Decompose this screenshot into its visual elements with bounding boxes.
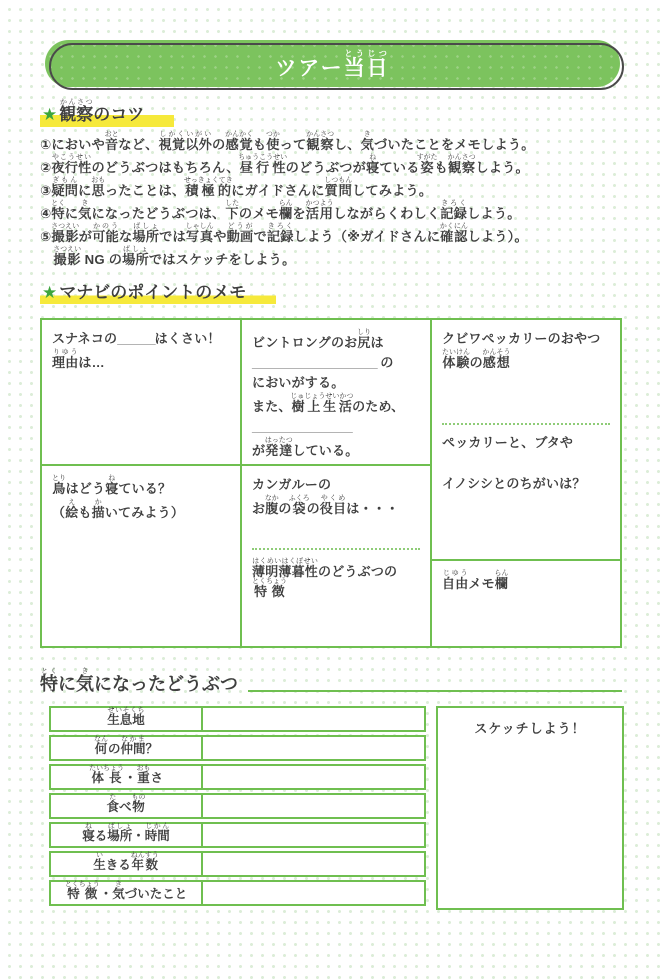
row-value-field[interactable] bbox=[203, 708, 424, 730]
memo-cell[interactable] bbox=[430, 318, 622, 561]
featured-animal-section bbox=[40, 668, 665, 910]
table-row bbox=[49, 793, 426, 819]
row-label: 何なん の 仲間なかま ？ bbox=[51, 737, 203, 759]
memo-points-section bbox=[40, 284, 665, 649]
featured-body bbox=[40, 706, 665, 910]
memo-column bbox=[430, 318, 622, 648]
memo-line: イノシシとのちがいは？ bbox=[442, 476, 586, 492]
memo-line: 体験たいけんの感想かんそう bbox=[442, 349, 511, 371]
memo-column bbox=[40, 318, 242, 648]
memo-line: ビントロングのお尻しりは bbox=[252, 329, 384, 351]
row-label: 体長たいちょう ・ 重おも さ bbox=[51, 766, 203, 788]
heading-underline bbox=[248, 690, 622, 692]
memo-line: が発達はったつしている。 bbox=[252, 437, 359, 459]
table-row bbox=[49, 764, 426, 790]
memo-line: 鳥とりはどう寝ねている？ bbox=[52, 475, 172, 497]
sketch-label: スケッチしよう！ bbox=[474, 721, 586, 737]
row-value-field[interactable] bbox=[203, 766, 424, 788]
memo-line: 薄明薄暮性はくめいはくぼせいのどうぶつの特徴とくちょう bbox=[252, 558, 398, 600]
memo-cell[interactable] bbox=[40, 318, 242, 466]
star-icon: ★ bbox=[42, 105, 58, 124]
tips-heading-text: 観察かんさつのコツ bbox=[59, 99, 145, 124]
memo-line: ____________________ の bbox=[252, 355, 394, 371]
tips-heading bbox=[40, 99, 174, 127]
worksheet-page bbox=[0, 40, 665, 980]
row-value-field[interactable] bbox=[203, 737, 424, 759]
memo-cell[interactable] bbox=[240, 318, 432, 466]
memo-line: （絵えも描かいてみよう） bbox=[52, 499, 185, 521]
spacer bbox=[252, 519, 420, 540]
row-value-field[interactable] bbox=[203, 853, 424, 875]
spacer bbox=[442, 394, 610, 415]
spacer bbox=[442, 373, 610, 394]
table-row bbox=[49, 735, 426, 761]
dotted-divider bbox=[442, 423, 610, 425]
row-label: 特徴とくちょう ・ 気き づいたこと bbox=[51, 882, 203, 904]
memo-cell[interactable] bbox=[240, 464, 432, 648]
row-value-field[interactable] bbox=[203, 824, 424, 846]
tip-item: ①においや音おとなど、視覚以外しかくいがいの感覚かんかくも使つかって観察かんさつし、気きづいたことをメモしよう。 bbox=[40, 130, 535, 152]
tip-item: ④特とくに気きになったどうぶつは、下したのメモ欄らんを活用かつようしながらくわしく記録きろくしよう。 bbox=[40, 199, 521, 221]
star-icon: ★ bbox=[42, 282, 58, 302]
row-value-field[interactable] bbox=[203, 882, 424, 904]
row-label: 寝ね る 場所ばしょ ・ 時間じかん bbox=[51, 824, 203, 846]
page-title: ツアー当日とうじつ bbox=[275, 48, 390, 80]
table-row bbox=[49, 851, 426, 877]
memo-line: スナネコの______はくさい！ bbox=[52, 331, 221, 347]
spacer bbox=[442, 453, 610, 474]
memo-line: ________________ bbox=[252, 419, 352, 435]
tip-item: ③疑問ぎもんに思おもったことは、積極的せっきょくてきにガイドさんに質問しつもんしてみよう。 bbox=[40, 176, 433, 198]
observation-tips-section bbox=[40, 99, 665, 268]
page-header bbox=[45, 40, 620, 87]
tip-item: ②夜行性やこうせいのどうぶつはもちろん、昼行性ちゅうこうせいのどうぶつが寝ねている姿すがたも観察かんさつしよう。 bbox=[40, 153, 529, 175]
memo-heading bbox=[40, 284, 276, 305]
memo-line: においがする。 bbox=[252, 375, 345, 391]
sketch-box[interactable] bbox=[436, 706, 624, 910]
animal-table bbox=[49, 706, 426, 910]
observation-tips-list bbox=[40, 131, 625, 268]
memo-column bbox=[240, 318, 432, 648]
memo-heading-text: マナビのポイントのメモ bbox=[59, 282, 247, 302]
memo-line: クビワペッカリーのおやつ bbox=[442, 331, 601, 347]
memo-grid bbox=[40, 318, 665, 648]
table-row bbox=[49, 880, 426, 906]
featured-heading: 特とくに気きになったどうぶつ bbox=[40, 668, 238, 695]
row-label: 食た べ 物もの bbox=[51, 795, 203, 817]
tip-item: 撮影さつえい NG の場所ばしょではスケッチをしよう。 bbox=[53, 245, 296, 267]
dotted-divider bbox=[252, 548, 420, 550]
table-row bbox=[49, 822, 426, 848]
memo-line: 理由りゆうは… bbox=[52, 349, 105, 371]
memo-cell[interactable] bbox=[430, 559, 622, 648]
featured-heading-row bbox=[40, 668, 622, 695]
row-label: 生い きる 年数ねんすう bbox=[51, 853, 203, 875]
memo-cell[interactable] bbox=[40, 464, 242, 648]
memo-line: 自由じゆうメモ欄らん bbox=[442, 570, 509, 592]
memo-line: カンガルーの bbox=[252, 477, 332, 493]
row-label: 生息地せいそくち bbox=[51, 708, 203, 730]
memo-line: また、樹上生活じゅじょうせいかつのため、 bbox=[252, 393, 405, 415]
table-row bbox=[49, 706, 426, 732]
tip-item: ⑤撮影さつえいが可能かのうな場所ばしょでは写真しゃしんや動画どうがで記録きろくしよう（※ガイドさんに確認かくにんしよう）。 bbox=[40, 222, 528, 244]
memo-line: お腹なかの袋ふくろの役目やくめは・・・ bbox=[252, 495, 400, 517]
row-value-field[interactable] bbox=[203, 795, 424, 817]
memo-line: ペッカリーと、ブタや bbox=[442, 435, 574, 451]
